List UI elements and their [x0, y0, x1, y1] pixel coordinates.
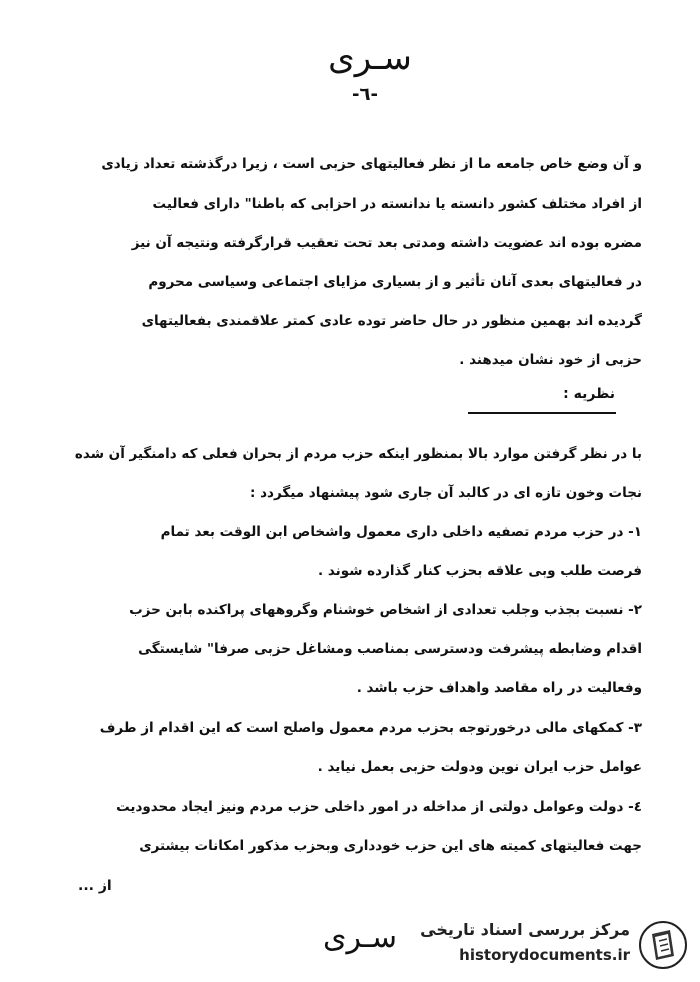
body-line: حزبی از خود نشان میدهند .: [459, 352, 642, 368]
archive-logo-icon: [638, 920, 688, 970]
body-line: و آن وضع خاص جامعه ما از نظر فعالیتهای حزبی است ، زیرا درگذشته تعداد زیادی: [101, 156, 642, 172]
archive-name: مرکز بررسی اسناد تاریخی: [420, 920, 630, 939]
list-item-3-line: ٣- کمکهای مالی درخورتوجه بحزب مردم معمول واصلح است که این اقدام از طرف: [99, 720, 642, 736]
list-item-3-line: عوامل حزب ایران نوین ودولت حزبی بعمل نیاید .: [317, 759, 642, 775]
body-line: مضره بوده اند عضویت داشته ومدتی بعد تحت تعقیب قرارگرفته ونتیجه آن نیز: [131, 235, 642, 251]
list-item-4-line: جهت فعالیتهای کمیته های این حزب خودداری وبحزب مذکور امکانات بیشتری: [139, 838, 642, 854]
archive-url[interactable]: historydocuments.ir: [459, 946, 630, 964]
body-line: نجات وخون تازه ای در کالبد آن جاری شود پیشنهاد میگردد :: [250, 485, 642, 501]
body-line: با در نظر گرفتن موارد بالا بمنظور اینکه حزب مردم از بحران فعلی که دامنگیر آن شده: [74, 446, 642, 462]
list-item-2-line: وفعالیت در راه مقاصد واهداف حزب باشد .: [356, 680, 642, 696]
classification-footer: سـری: [323, 920, 397, 955]
list-item-2-line: ٢- نسبت بجذب وجلب تعدادی از اشخاص خوشنام وگروههای پراکنده بابن حزب: [129, 602, 642, 618]
body-line: گردیده اند بهمین منظور در حال حاضر توده عادی کمتر علاقمندی بفعالیتهای: [141, 313, 642, 329]
body-line: از افراد مختلف کشور دانسته یا ندانسته در احزابی که باطنا" دارای فعالیت: [152, 196, 642, 212]
list-item-1-line: فرصت طلب وبی علاقه بحزب کنار گذارده شوند .: [318, 563, 642, 579]
section-label-opinion: نظریه :: [563, 386, 615, 402]
list-item-4-line: ٤- دولت وعوامل دولتی از مداخله در امور داخلی حزب مردم ونیز ایجاد محدودیت: [116, 799, 642, 815]
archive-watermark: [400, 918, 690, 974]
classification-header: سـری: [328, 38, 412, 78]
page-number: -٦-: [352, 84, 378, 105]
continuation-text: از ...: [78, 878, 112, 894]
list-item-2-line: اقدام وضابطه پیشرفت ودسترسی بمناصب ومشاغل حزبی صرفا" شایستگی: [138, 641, 642, 657]
list-item-1-line: ١- در حزب مردم تصفیه داخلی داری معمول واشخاص ابن الوقت بعد تمام: [160, 524, 642, 540]
body-line: در فعالیتهای بعدی آنان تأثیر و از بسیاری مزایای اجتماعی وسیاسی محروم: [148, 274, 642, 290]
section-label-underline: [468, 412, 616, 414]
